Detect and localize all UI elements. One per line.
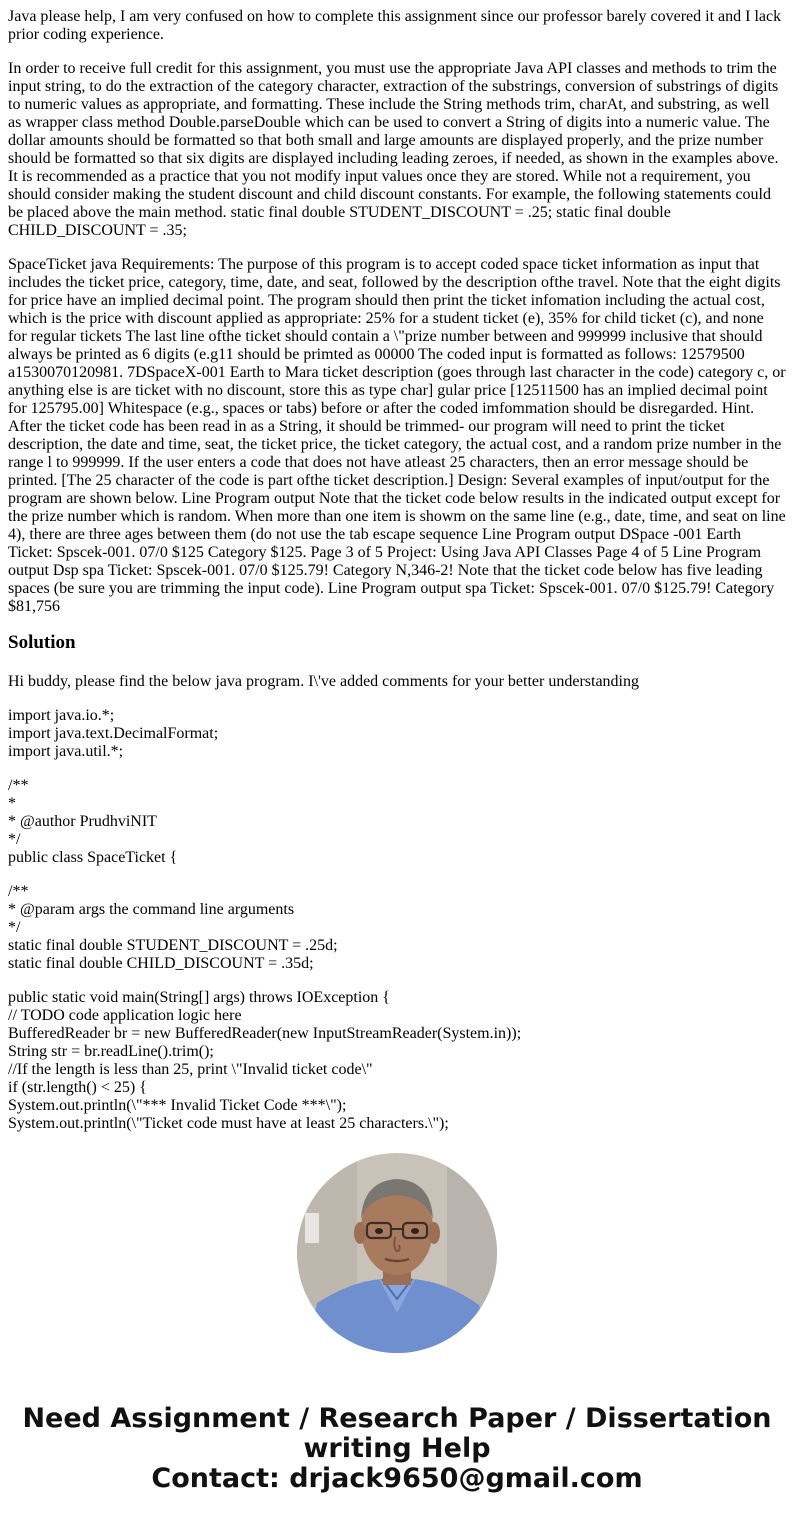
footer-line-1: Need Assignment / Research Paper / Dissertation <box>22 1403 772 1434</box>
code-line: import java.text.DecimalFormat; <box>8 725 219 742</box>
code-line: if (str.length() < 25) { <box>8 1079 147 1096</box>
code-line: */ <box>8 919 21 936</box>
code-class-header <box>8 777 786 867</box>
code-line: * @param args the command line arguments <box>8 901 295 918</box>
solution-intro: Hi buddy, please find the below java program. I\'ve added comments for your better understanding <box>8 673 639 690</box>
code-line: static final double CHILD_DISCOUNT = .35d; <box>8 955 314 972</box>
code-line: BufferedReader br = new BufferedReader(new InputStreamReader(System.in)); <box>8 1025 522 1042</box>
code-line: public static void main(String[] args) throws IOException { <box>8 989 390 1006</box>
author-photo-icon <box>297 1153 497 1353</box>
code-line: static final double STUDENT_DISCOUNT = .25d; <box>8 937 338 954</box>
code-line: * @author PrudhviNIT <box>8 813 157 830</box>
code-line: */ <box>8 831 21 848</box>
code-line: public class SpaceTicket { <box>8 849 178 866</box>
solution-heading: Solution <box>8 632 76 653</box>
question-intro: Java please help, I am very confused on how to complete this assignment since our professor barely covered it and I lack prior coding experience. <box>8 8 782 43</box>
question-requirements: In order to receive full credit for this assignment, you must use the appropriate Java API classes and methods to trim the input string, to do the extraction of the category character, extraction of the substrings, conversion of substrings of digits to numeric values as appropriate, and formatting. These include the String methods trim, charAt, and substring, as well as wrapper class method Double.parseDouble which can be used to convert a String of digits into a numeric value. The dollar amounts should be formatted so that both small and large amounts are displayed properly, and the prize number should be formatted so that six digits are displayed including leading zeroes, if needed, as shown in the examples above. It is recommended as a practice that you not modify input values once they are stored. While not a requirement, you should consider making the student discount and child discount constants. For example, the following statements could be placed above the main method. static final double STUDENT_DISCOUNT = .25; static final double CHILD_DISCOUNT = .35; <box>8 60 779 239</box>
document-content <box>8 8 786 1132</box>
author-avatar <box>297 1153 497 1353</box>
code-imports <box>8 707 786 761</box>
code-line: * <box>8 795 16 812</box>
code-constants <box>8 883 786 973</box>
code-line: /** <box>8 777 29 794</box>
code-line: String str = br.readLine().trim(); <box>8 1043 214 1060</box>
contact-footer <box>0 1404 794 1494</box>
code-line: //If the length is less than 25, print \"Invalid ticket code\" <box>8 1061 373 1078</box>
code-main-method <box>8 989 786 1133</box>
code-line: System.out.println(\"*** Invalid Ticket Code ***\"); <box>8 1097 347 1114</box>
question-specification: SpaceTicket java Requirements: The purpose of this program is to accept coded space ticket information as input that includes the ticket price, category, time, date, and seat, followed by the description ofthe travel. Note that the eight digits for price have an implied decimal point. The program should then print the ticket infomation including the actual cost, which is the price with discount applied as appropriate: 25% for a student ticket (e), 35% for child ticket (c), and none for regular tickets The last line ofthe ticket should contain a \"prize number between and 999999 inclusive that should always be printed as 6 digits (e.g11 should be primted as 00000 The coded input is formatted as follows: 12579500 a1530070120981. 7DSpaceX-001 Earth to Mara ticket description (goes through last character in the code) category c, or anything else is are ticket with no discount, store this as type char] gular price [12511500 has an implied decimal point for 125795.00] Whitespace (e.g., spaces or tabs) before or after the coded imfommation should be disregarded. Hint. After the ticket code has been read in as a String, it should be trimmed- our program will need to print the ticket description, the date and time, seat, the ticket price, the ticket category, the actual cost, and a random prize number in the range l to 999999. If the user enters a code that does not have atleast 25 characters, then an error message should be printed. [The 25 character of the code is part ofthe ticket description.] Design: Several examples of input/output for the program are shown below. Line Program output Note that the ticket code below results in the indicated output except for the prize number which is random. When more than one item is showm on the same line (e.g., date, time, and seat on line 4), there are three ages between them (do not use the tab escape sequence Line Program output DSpace -001 Earth Ticket: Spscek-001. 07/0 $125 Category $125. Page 3 of 5 Project: Using Java API Classes Page 4 of 5 Line Program output Dsp spa Ticket: Spscek-001. 07/0 $125.79! Category N,346-2! Note that the ticket code below has five leading spaces (be sure you are trimming the input code). Line Program output spa Ticket: Spscek-001. 07/0 $125.79! Category $81,756 <box>8 256 786 615</box>
code-line: System.out.println(\"Ticket code must have at least 25 characters.\"); <box>8 1115 449 1132</box>
code-line: // TODO code application logic here <box>8 1007 242 1024</box>
code-line: /** <box>8 883 29 900</box>
footer-contact-line: Contact: drjack9650@gmail.com <box>151 1463 643 1494</box>
footer-line-2: writing Help <box>303 1433 491 1464</box>
code-line: import java.util.*; <box>8 743 124 760</box>
code-line: import java.io.*; <box>8 707 115 724</box>
